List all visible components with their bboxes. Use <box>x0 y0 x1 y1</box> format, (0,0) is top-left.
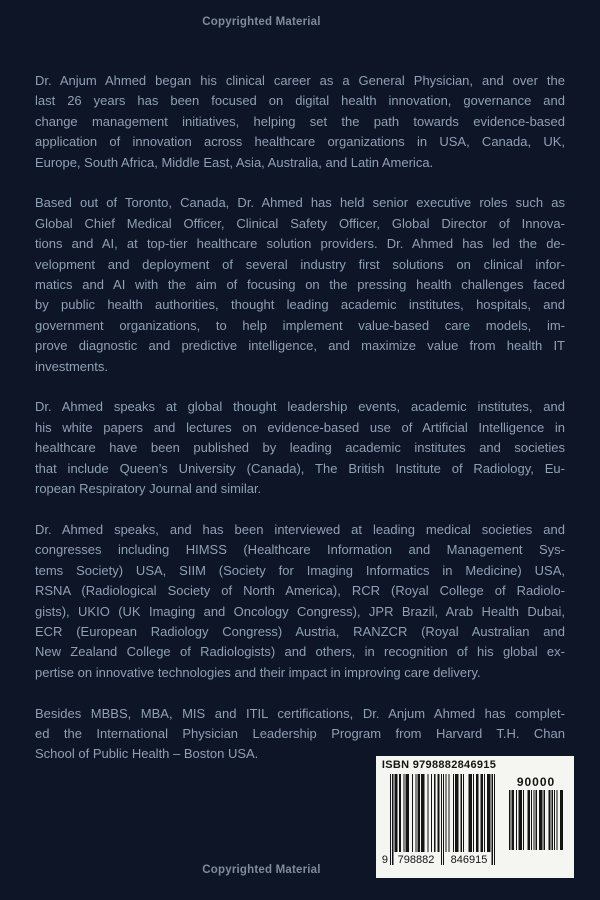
bio-line: congresses including HIMSS (Healthcare Information and Management Sys- <box>35 542 565 558</box>
barcode-supplement-label: 90000 <box>516 775 556 789</box>
bio-line: School of Public Health – Boston USA. <box>35 746 259 762</box>
bio-line: matics and AI with the aim of focusing on the pressing health challenges faced <box>35 277 565 293</box>
bio-line: tems Society) USA, SIIM (Society for Imaging Informatics in Medicine) USA, <box>35 562 565 578</box>
bio-line: New Zealand College of Radiologists) and others, in recognition of his global ex- <box>35 644 565 660</box>
bio-line: velopment and deployment of several industry first solutions on clinical infor- <box>35 256 565 272</box>
bio-line: Global Chief Medical Officer, Clinical Safety Officer, Global Director of Innova- <box>35 215 565 231</box>
bio-line: tions and AI, at top-tier healthcare solution providers. Dr. Ahmed has led the de- <box>35 236 565 252</box>
bio-line: that include Queen’s University (Canada), The British Institute of Radiology, Eu- <box>35 460 565 476</box>
bio-line: government organizations, to help implement value-based care models, im- <box>35 317 565 333</box>
bio-paragraph <box>35 520 565 683</box>
ean-digit-left: 9 <box>381 854 388 866</box>
bio-line: prove diagnostic and predictive intelligence, and maximize value from health IT <box>35 338 565 354</box>
bio-paragraph <box>35 397 565 499</box>
bio-line: last 26 years has been focused on digital health innovation, governance and <box>35 93 565 109</box>
bio-line: healthcare have been published by leading academic institutes and societies <box>35 440 565 456</box>
bio-line: investments. <box>35 358 108 374</box>
bio-line: RSNA (Radiological Society of North America), RCR (Royal College of Radiolo- <box>35 583 565 599</box>
isbn-barcode-block <box>376 756 574 878</box>
bio-line: ropean Respiratory Journal and similar. <box>35 481 262 497</box>
ean-digit-group2: 846915 <box>448 854 490 867</box>
bio-paragraph <box>35 193 565 377</box>
copyrighted-material-bottom: Copyrighted Material <box>202 864 321 876</box>
bio-line: ECR (European Radiology Congress) Austria, RANZCR (Royal Australian and <box>35 623 565 639</box>
bio-line: his white papers and lectures on evidence-based use of Artificial Intelligence in <box>35 419 565 435</box>
bio-line: change management initiatives, helping set the path towards evidence-based <box>35 113 565 129</box>
bio-line: application of innovation across healthcare organizations in USA, Canada, UK, <box>35 134 565 150</box>
bio-line: Europe, South Africa, Middle East, Asia, Australia, and Latin America. <box>35 154 434 170</box>
isbn-number-label: ISBN 9798882846915 <box>381 759 497 771</box>
bio-line: ed the International Physician Leadership Program from Harvard T.H. Chan <box>35 725 565 741</box>
bio-line: gists), UKIO (UK Imaging and Oncology Congress), JPR Brazil, Arab Health Dubai, <box>35 603 565 619</box>
bio-paragraph <box>35 71 565 173</box>
bio-line: Dr. Ahmed speaks at global thought leadership events, academic institutes, and <box>35 399 565 415</box>
bio-line: by public health authorities, thought leading academic institutes, hospitals, and <box>35 297 565 313</box>
ean-digit-group1: 798882 <box>395 854 437 867</box>
bio-line: Dr. Anjum Ahmed began his clinical career as a General Physician, and over the <box>35 73 565 88</box>
bio-text <box>35 71 565 765</box>
bio-line: Dr. Ahmed speaks, and has been interviewed at leading medical societies and <box>35 521 565 537</box>
copyrighted-material-top: Copyrighted Material <box>202 16 321 28</box>
bio-line: pertise on innovative technologies and their impact in improving care delivery. <box>35 664 481 680</box>
bio-line: Based out of Toronto, Canada, Dr. Ahmed has held senior executive roles such as <box>35 195 565 211</box>
bio-line: Besides MBBS, MBA, MIS and ITIL certifications, Dr. Anjum Ahmed has complet- <box>35 705 565 721</box>
